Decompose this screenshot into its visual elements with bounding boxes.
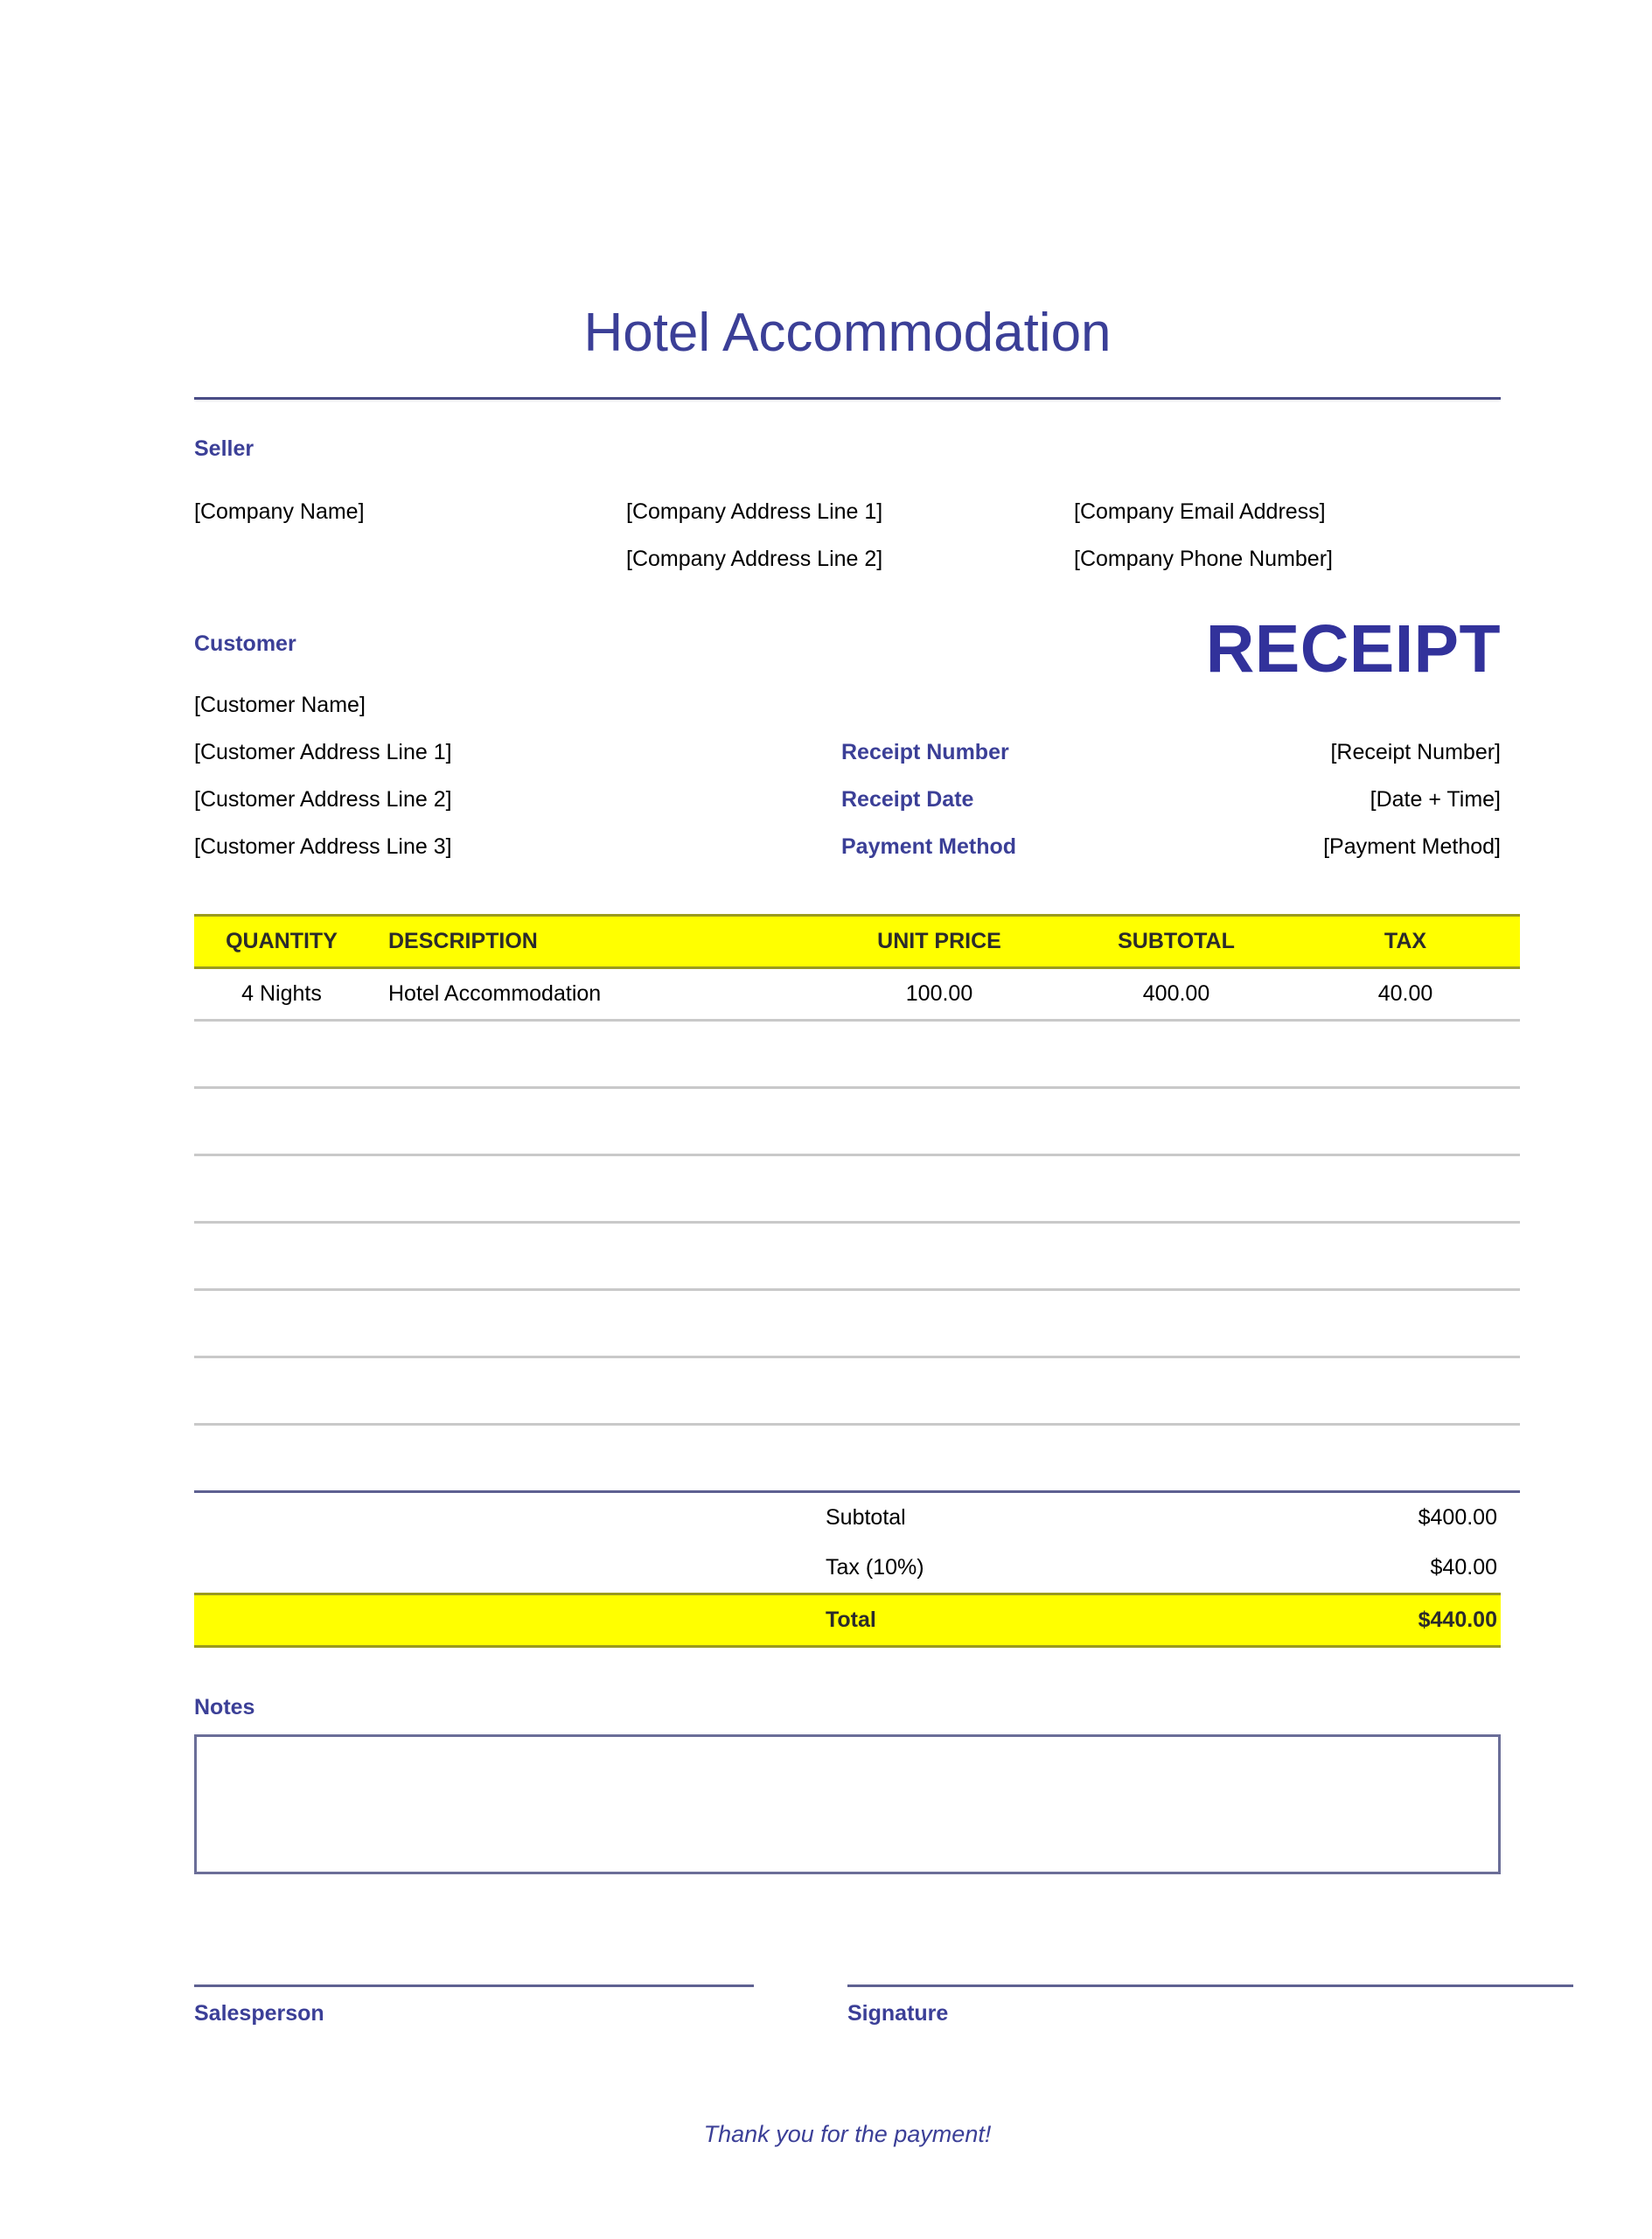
cell-subtotal-empty (1062, 1223, 1291, 1290)
cell-unit-price-empty (817, 1425, 1062, 1492)
cell-tax-empty (1291, 1021, 1520, 1088)
column-header-description: DESCRIPTION (369, 916, 817, 968)
receipt-date-value: [Date + Time] (1370, 787, 1501, 812)
customer-heading: Customer (194, 631, 296, 656)
table-header-row (194, 916, 1520, 968)
table-row-empty (194, 1223, 1520, 1290)
cell-subtotal: 400.00 (1062, 968, 1291, 1021)
salesperson-block (194, 1984, 805, 2026)
customer-row (194, 729, 1501, 776)
cell-tax-empty (1291, 1357, 1520, 1425)
subtotal-label: Subtotal (826, 1505, 906, 1530)
notes-heading: Notes (194, 1695, 255, 1719)
cell-quantity-empty (194, 1223, 369, 1290)
signature-line[interactable] (847, 1984, 1573, 1987)
totals-row-total (194, 1594, 1501, 1647)
cell-subtotal-empty (1062, 1425, 1291, 1492)
cell-quantity-empty (194, 1290, 369, 1357)
signature-block (805, 1984, 1501, 2026)
cell-unit-price-empty (817, 1357, 1062, 1425)
cell-description-empty (369, 1155, 817, 1223)
customer-address-line-2: [Customer Address Line 2] (194, 787, 452, 812)
table-row-empty (194, 1425, 1520, 1492)
totals-spacer (194, 1543, 806, 1594)
column-header-subtotal: SUBTOTAL (1062, 916, 1291, 968)
seller-section (194, 436, 1501, 582)
column-header-tax: TAX (1291, 916, 1520, 968)
cell-unit-price-empty (817, 1021, 1062, 1088)
totals-row-tax (194, 1543, 1501, 1594)
customer-address-line-3: [Customer Address Line 3] (194, 834, 452, 859)
seller-heading: Seller (194, 436, 254, 461)
cell-unit-price: 100.00 (817, 968, 1062, 1021)
seller-details (194, 488, 1501, 582)
cell-subtotal-empty (1062, 1088, 1291, 1155)
seller-address-line-1: [Company Address Line 1] (626, 499, 883, 524)
payment-method-value: [Payment Method] (1323, 834, 1501, 859)
signature-label: Signature (847, 2001, 949, 2026)
table-row-empty (194, 1357, 1520, 1425)
table-row-empty (194, 1088, 1520, 1155)
cell-tax-empty (1291, 1088, 1520, 1155)
line-items-table (194, 914, 1520, 1493)
customer-address-line-1: [Customer Address Line 1] (194, 740, 452, 764)
cell-unit-price-empty (817, 1290, 1062, 1357)
cell-quantity-empty (194, 1155, 369, 1223)
cell-subtotal-empty (1062, 1155, 1291, 1223)
cell-description-empty (369, 1021, 817, 1088)
totals-table (194, 1493, 1501, 1648)
receipt-date-label: Receipt Date (841, 787, 974, 812)
cell-quantity-empty (194, 1425, 369, 1492)
seller-address-line-2: [Company Address Line 2] (626, 547, 883, 571)
cell-tax-empty (1291, 1290, 1520, 1357)
table-row (194, 968, 1520, 1021)
cell-description-empty (369, 1425, 817, 1492)
customer-section (194, 611, 1501, 870)
total-value: $440.00 (1219, 1594, 1501, 1647)
cell-subtotal-empty (1062, 1357, 1291, 1425)
cell-subtotal-empty (1062, 1290, 1291, 1357)
cell-quantity: 4 Nights (194, 968, 369, 1021)
total-label: Total (806, 1594, 1219, 1647)
cell-tax-empty (1291, 1155, 1520, 1223)
seller-spacer (194, 535, 626, 582)
receipt-type-label: RECEIPT (1205, 611, 1501, 687)
cell-description-empty (369, 1088, 817, 1155)
cell-unit-price-empty (817, 1155, 1062, 1223)
cell-tax-empty (1291, 1425, 1520, 1492)
receipt-sheet (194, 0, 1501, 2148)
cell-quantity-empty (194, 1357, 369, 1425)
cell-unit-price-empty (817, 1088, 1062, 1155)
notes-section (194, 1695, 1501, 1874)
totals-spacer (194, 1594, 806, 1647)
totals-spacer (194, 1493, 806, 1543)
cell-description: Hotel Accommodation (369, 968, 817, 1021)
receipt-number-label: Receipt Number (841, 740, 1009, 764)
cell-unit-price-empty (817, 1223, 1062, 1290)
signature-section (194, 1984, 1501, 2026)
notes-input[interactable] (194, 1734, 1501, 1874)
title-divider (194, 397, 1501, 400)
cell-tax: 40.00 (1291, 968, 1520, 1021)
totals-row-subtotal (194, 1493, 1501, 1543)
customer-row (194, 776, 1501, 823)
table-row-empty (194, 1290, 1520, 1357)
seller-company-name: [Company Name] (194, 499, 365, 524)
customer-name: [Customer Name] (194, 693, 366, 717)
table-row-empty (194, 1021, 1520, 1088)
tax-value: $40.00 (1430, 1555, 1497, 1580)
cell-quantity-empty (194, 1021, 369, 1088)
cell-subtotal-empty (1062, 1021, 1291, 1088)
table-row-empty (194, 1155, 1520, 1223)
seller-row (194, 535, 1501, 582)
cell-quantity-empty (194, 1088, 369, 1155)
salesperson-label: Salesperson (194, 2001, 324, 2026)
customer-row (194, 681, 1501, 729)
footer-thanks-message: Thank you for the payment! (703, 2121, 992, 2147)
seller-phone: [Company Phone Number] (1074, 547, 1333, 571)
seller-email: [Company Email Address] (1074, 499, 1326, 524)
cell-tax-empty (1291, 1223, 1520, 1290)
receipt-number-value: [Receipt Number] (1330, 740, 1501, 764)
tax-label: Tax (10%) (826, 1555, 924, 1580)
column-header-unit-price: UNIT PRICE (817, 916, 1062, 968)
cell-description-empty (369, 1223, 817, 1290)
cell-description-empty (369, 1357, 817, 1425)
subtotal-value: $400.00 (1418, 1505, 1497, 1530)
cell-description-empty (369, 1290, 817, 1357)
customer-details (194, 681, 1501, 870)
salesperson-signature-line[interactable] (194, 1984, 754, 1987)
customer-row (194, 823, 1501, 870)
column-header-quantity: QUANTITY (194, 916, 369, 968)
seller-row (194, 488, 1501, 535)
payment-method-label: Payment Method (841, 834, 1017, 859)
page-title: Hotel Accommodation (583, 303, 1112, 363)
